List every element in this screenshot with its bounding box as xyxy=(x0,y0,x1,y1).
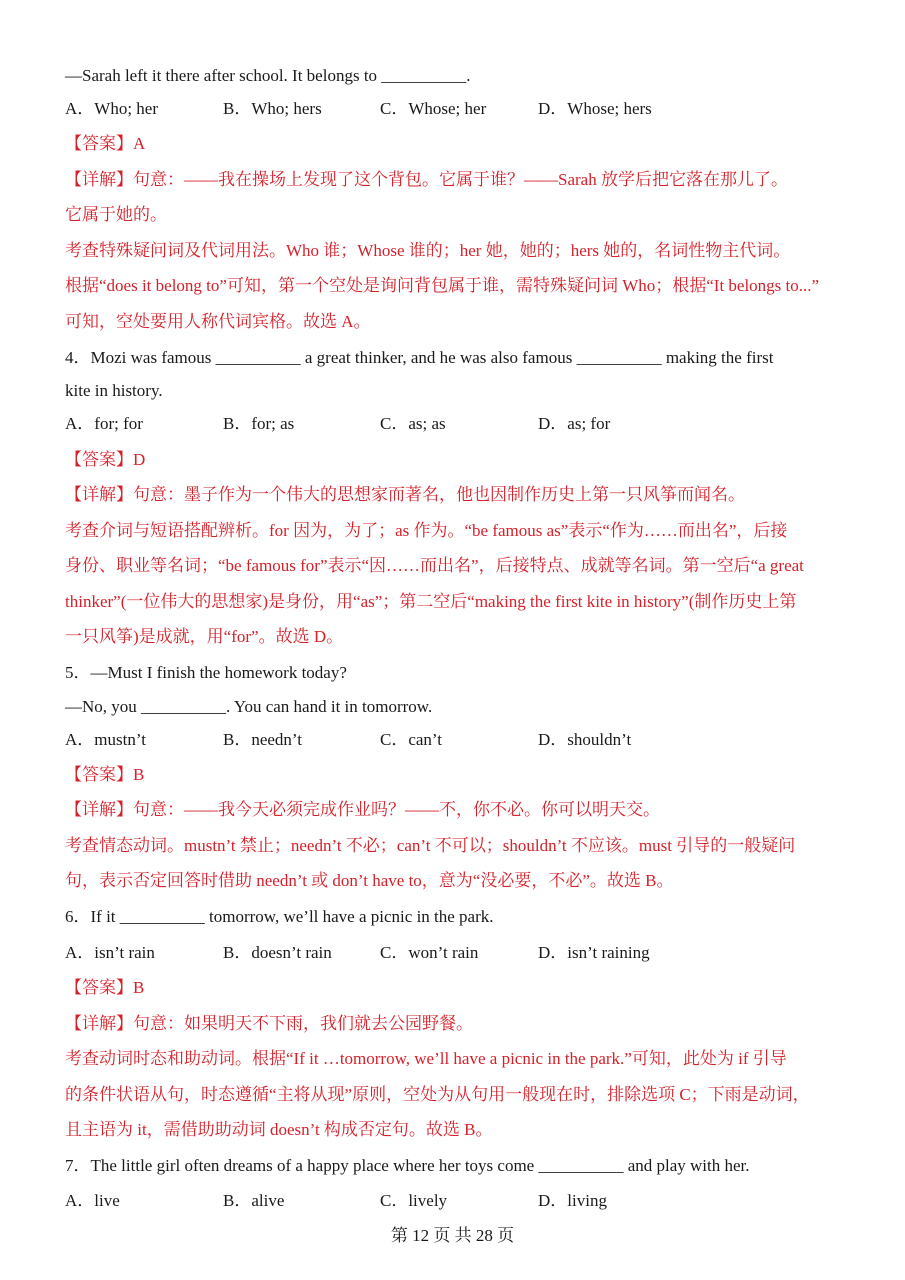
question-6-line: 6．If it __________ tomorrow, we’ll have a picnic in the park. xyxy=(65,907,494,926)
answer-options xyxy=(65,728,865,752)
option-a: A．live xyxy=(65,1191,120,1210)
option-b: B．needn’t xyxy=(223,730,303,749)
option-c: C．Whose; her xyxy=(380,99,487,118)
option-c: C．lively xyxy=(380,1191,448,1210)
explanation-line: 身份、职业等名词；“be famous for”表示“因……而出名”，后接特点、成就等名词。第一空后“a great xyxy=(65,556,804,575)
question-line: —Sarah left it there after school. It belongs to __________. xyxy=(65,66,471,85)
option-c: C．as; as xyxy=(380,414,446,433)
option-a: A．Who; her xyxy=(65,99,159,118)
answer-options xyxy=(65,412,865,436)
option-a: A．mustn’t xyxy=(65,730,146,749)
explanation-line: 考查介词与短语搭配辨析。for 因为，为了；as 作为。“be famous as”表示“作为……而出名”，后接 xyxy=(65,521,788,540)
explanation-line: 的条件状语从句，时态遵循“主将从现”原则，空处为从句用一般现在时，排除选项 C；下雨是动词， xyxy=(65,1085,810,1104)
page-number-footer: 第 12 页 共 28 页 xyxy=(390,1226,515,1245)
answer-options xyxy=(65,97,865,121)
question-7-line: 7．The little girl often dreams of a happy place where her toys come __________ and play with her. xyxy=(65,1156,750,1175)
explanation-line: 考查情态动词。mustn’t 禁止；needn’t 不必；can’t 不可以；shouldn’t 不应该。must 引导的一般疑问 xyxy=(65,836,796,855)
option-b: B．for; as xyxy=(223,414,295,433)
answer-options xyxy=(65,941,865,965)
explanation-line: 【详解】句意：——我在操场上发现了这个背包。它属于谁？——Sarah 放学后把它落在那儿了。 xyxy=(65,170,788,189)
question-5-line: 5．—Must I finish the homework today? xyxy=(65,663,347,682)
explanation-line: 【详解】句意：墨子作为一个伟大的思想家而著名，他也因制作历史上第一只风筝而闻名。 xyxy=(65,485,745,504)
explanation-line: 可知，空处要用人称代词宾格。故选 A。 xyxy=(65,312,371,331)
option-d: D．as; for xyxy=(538,414,611,433)
question-4-line: kite in history. xyxy=(65,381,163,400)
explanation-line: 根据“does it belong to”可知，第一个空处是询问背包属于谁，需特殊疑问词 Who；根据“It belongs to...” xyxy=(65,276,820,295)
explanation-line: 且主语为 it，需借助助动词 doesn’t 构成否定句。故选 B。 xyxy=(65,1120,493,1139)
explanation-line: thinker”(一位伟大的思想家)是身份，用“as”；第二空后“making the first kite in history”(制作历史上第 xyxy=(65,592,797,611)
answer-label: 【答案】B xyxy=(65,765,145,784)
option-b: B．doesn’t rain xyxy=(223,943,332,962)
option-d: D．Whose; hers xyxy=(538,99,652,118)
option-c: C．can’t xyxy=(380,730,443,749)
question-5-line: —No, you __________. You can hand it in tomorrow. xyxy=(65,697,433,716)
explanation-line: 一只风筝)是成就，用“for”。故选 D。 xyxy=(65,627,344,646)
option-d: D．shouldn’t xyxy=(538,730,632,749)
explanation-line: 考查动词时态和助动词。根据“If it …tomorrow, we’ll have a picnic in the park.”可知，此处为 if 引导 xyxy=(65,1049,787,1068)
option-d: D．living xyxy=(538,1191,607,1210)
option-c: C．won’t rain xyxy=(380,943,479,962)
option-b: B．alive xyxy=(223,1191,285,1210)
explanation-line: 考查特殊疑问词及代词用法。Who 谁；Whose 谁的；her 她，她的；hers 她的，名词性物主代词。 xyxy=(65,241,791,260)
question-4-line: 4．Mozi was famous __________ a great thinker, and he was also famous __________ making the first xyxy=(65,348,774,367)
explanation-line: 【详解】句意：如果明天不下雨，我们就去公园野餐。 xyxy=(65,1014,473,1033)
explanation-line: 【详解】句意：——我今天必须完成作业吗？——不，你不必。你可以明天交。 xyxy=(65,800,660,819)
explanation-line: 它属于她的。 xyxy=(65,205,167,224)
option-b: B．Who; hers xyxy=(223,99,322,118)
option-a: A．isn’t rain xyxy=(65,943,155,962)
answer-label: 【答案】B xyxy=(65,978,145,997)
answer-label: 【答案】A xyxy=(65,134,146,153)
option-d: D．isn’t raining xyxy=(538,943,650,962)
explanation-line: 句，表示否定回答时借助 needn’t 或 don’t have to，意为“没必要，不必”。故选 B。 xyxy=(65,871,674,890)
answer-options xyxy=(65,1189,865,1213)
option-a: A．for; for xyxy=(65,414,143,433)
answer-label: 【答案】D xyxy=(65,450,146,469)
